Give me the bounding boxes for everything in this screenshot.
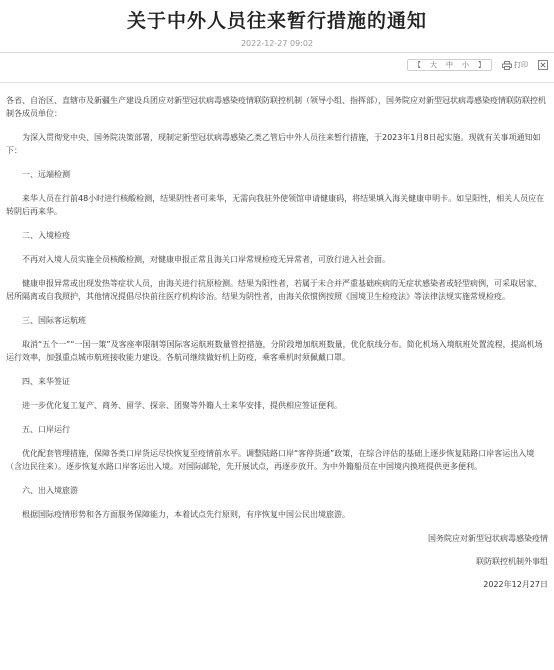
section-paragraph: 来华人员在行前48小时进行核酸检测，结果阴性者可来华，无需向我驻外使领馆申请健康码，将结果填入海关健康申明卡。如呈阳性，相关人员应在转阴后再来华。 [6, 194, 545, 216]
font-size-large-link[interactable]: 大 [430, 61, 437, 69]
toolbar-divider [0, 82, 554, 83]
publish-datetime: 2022-12-27 09:02 [240, 39, 314, 48]
section-paragraph: 优化配套管理措施，保障各类口岸货运尽快恢复至疫情前水平。调整陆路口岸“客停货通”政策，在综合评估的基础上逐步恢复陆路口岸客运出入境（含边民往来）。逐步恢复水路口岸客运出入境。对国际邮轮，先开展试点，再逐步放开。为中外籍船员在中国境内换班提供更多便利。 [6, 449, 535, 471]
section-heading: 二、入境检疫 [22, 231, 70, 240]
close-button[interactable] [538, 60, 548, 70]
print-icon [502, 61, 512, 70]
section-heading: 四、来华签证 [22, 377, 70, 386]
font-size-medium-link[interactable]: 中 [446, 61, 453, 69]
section-heading: 六、出入境旅游 [22, 486, 78, 495]
bracket-open: 【 [414, 61, 421, 69]
font-size-small-link[interactable]: 小 [462, 61, 469, 69]
print-label: 打印 [514, 61, 528, 69]
signature-org-line1: 国务院应对新型冠状病毒感染疫情 [428, 534, 548, 543]
close-icon [538, 60, 548, 70]
title-divider [0, 52, 554, 53]
section-paragraph: 健康申报异常或出现发热等症状人员，由海关进行抗原检测。结果为阳性者，若属于未合并严重基础疾病的无症状感染者或轻型病例，可采取居家、居所隔离或自我照护，其他情况提倡尽快前往医疗机构诊治。结果为阴性者，由海关依惯例按照《国境卫生检疫法》等法律法规实施常规检疫。 [6, 279, 542, 301]
article-toolbar [407, 59, 548, 71]
article-body [6, 94, 548, 601]
article-title: 关于中外人员往来暂行措施的通知 [126, 10, 427, 32]
intro-paragraph: 为深入贯彻党中央、国务院决策部署，现制定新型冠状病毒感染乙类乙管后中外人员往来暂行措施，于2023年1月8日起实施。现就有关事项通知如下： [6, 133, 541, 155]
section-heading: 三、国际客运航班 [22, 316, 86, 325]
bracket-close: 】 [478, 61, 485, 69]
section-paragraph: 根据国际疫情形势和各方面服务保障能力，本着试点先行原则，有序恢复中国公民出境旅游。 [22, 510, 350, 519]
salutation: 各省、自治区、直辖市及新疆生产建设兵团应对新型冠状病毒感染疫情联防联控机制（领导小组、指挥部），国务院应对新型冠状病毒感染疫情联防联控机制各成员单位： [6, 96, 546, 118]
section-heading: 一、远端检测 [22, 170, 70, 179]
section-paragraph: 进一步优化复工复产、商务、留学、探亲、团聚等外籍人士来华安排，提供相应签证便利。 [22, 401, 342, 410]
font-size-selector [407, 59, 492, 71]
signature-date: 2022年12月27日 [483, 580, 548, 589]
section-paragraph: 取消“五个一”“一国一策”及客座率限制等国际客运航班数量管控措施，分阶段增加航班数量，优化航线分布。简化机场入境航班处置流程，提高机场运行效率，加强重点城市航班接收能力建设。各航司继续做好机上防疫，乘客乘机时须佩戴口罩。 [6, 340, 543, 362]
print-button[interactable] [502, 60, 528, 70]
section-paragraph: 不再对入境人员实施全员核酸检测，对健康申报正常且海关口岸常规检疫无异常者，可放行进入社会面。 [22, 255, 390, 264]
section-heading: 五、口岸运行 [22, 425, 70, 434]
signature-org-line2: 联防联控机制外事组 [476, 557, 548, 566]
